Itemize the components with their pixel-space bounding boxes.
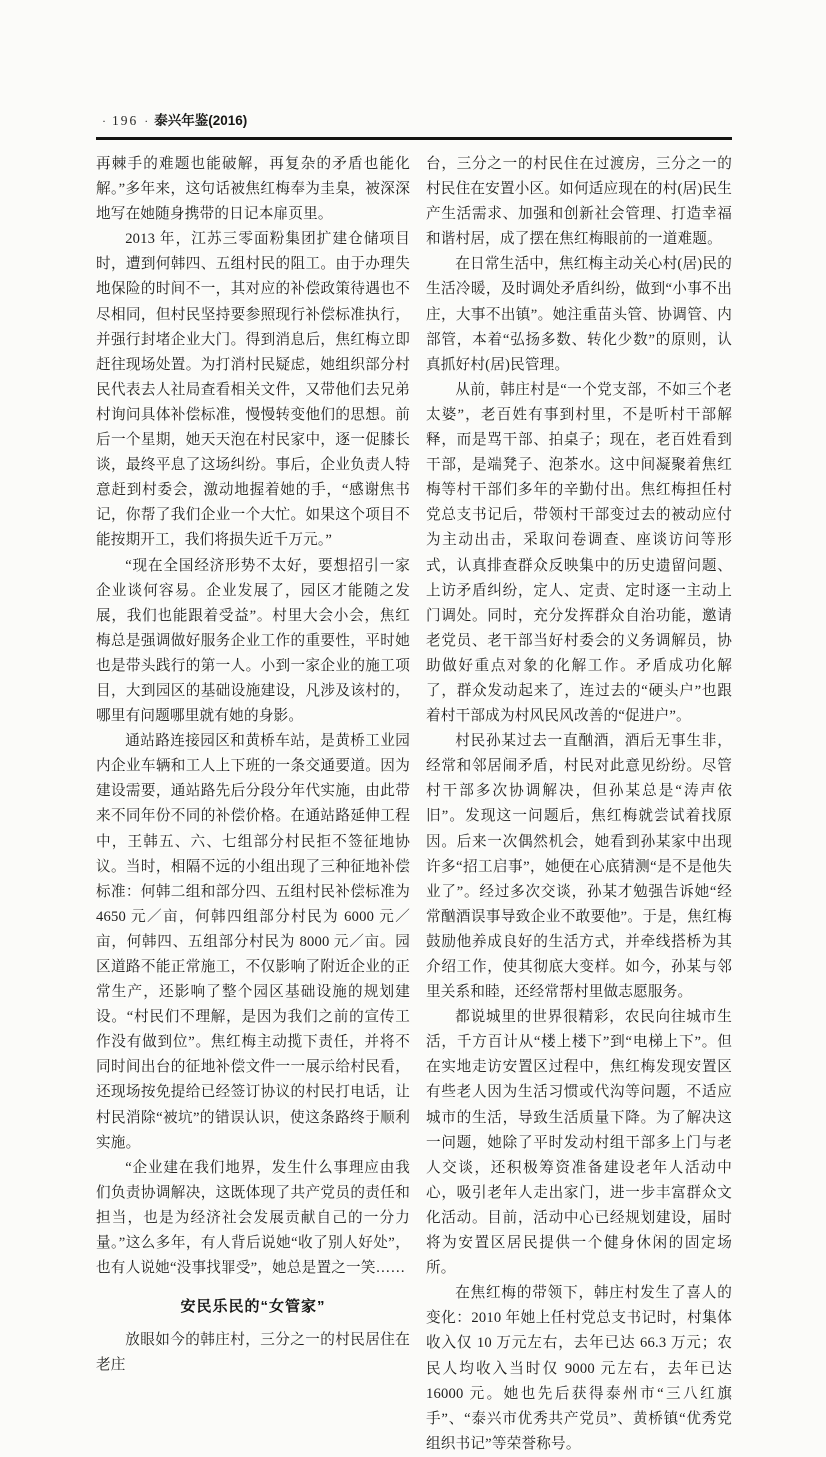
paragraph: 再棘手的难题也能破解，再复杂的矛盾也能化解。”多年来，这句话被焦红梅奉为圭臬，被深深地写在她随身携带的日记本扉页里。	[96, 156, 410, 223]
page-content	[96, 112, 732, 1457]
header-right-dot: ·	[144, 114, 149, 128]
paragraph: 都说城里的世界很精彩，农民向往城市生活，千方百计从“楼上楼下”到“电梯上下”。但在实地走访安置区过程中，焦红梅发现安置区有些老人因为生活习惯或代沟等问题，不适应城市的生活，导致生活质量下降。为了解决这一问题，她除了平时发动村组干部多上门与老人交谈，还积极筹资准备建设老年人活动中心，吸引老年人走出家门，进一步丰富群众文化活动。目前，活动中心已经规划建设，届时将为安置区居民提供一个健身休闲的固定场所。	[426, 1009, 732, 1277]
paragraph: “现在全国经济形势不太好，要想招引一家企业谈何容易。企业发展了，园区才能随之发展，我们也能跟着受益”。村里大会小会，焦红梅总是强调做好服务企业工作的重要性，平时她也是带头践行的第一人。小到一家企业的施工项目，大到园区的基础设施建设，凡涉及该村的，哪里有问题哪里就有她的身影。	[96, 557, 410, 725]
paragraph: 在日常生活中，焦红梅主动关心村(居)民的生活冷暖，及时调处矛盾纠纷，做到“小事不出庄，大事不出镇”。她注重苗头管、协调管、内部管，本着“弘扬多数、转化少数”的原则，认真抓好村(居)民管理。	[426, 256, 732, 373]
paragraph: 台，三分之一的村民住在过渡房，三分之一的村民住在安置小区。如何适应现在的村(居)民生产生活需求、加强和创新社会管理、打造幸福和谐村居，成了摆在焦红梅眼前的一道难题。	[426, 156, 732, 248]
page-number: 196	[112, 113, 139, 128]
book-title: 泰兴年鉴(2016)	[154, 113, 248, 128]
two-column-body	[96, 152, 732, 1457]
paragraph: 在焦红梅的带领下，韩庄村发生了喜人的变化：2010 年她上任村党总支书记时，村集体收入仅 10 万元左右，去年已达 66.3 万元；农民人均收入当时仅 9000 元左右，去年已达 16000 元。她也先后获得泰州市“三八红旗手”、“泰兴市优秀共产党员”、黄桥镇“优秀党组织书记”等荣誉称号。	[426, 1285, 732, 1452]
paragraph: 2013 年，江苏三零面粉集团扩建仓储项目时，遭到何韩四、五组村民的阻工。由于办理失地保险的时间不一，其对应的补偿政策待遇也不尽相同，但村民坚持要参照现行补偿标准执行，并强行封堵企业大门。得到消息后，焦红梅立即赶往现场处置。为打消村民疑虑，她组织部分村民代表去人社局查看相关文件，又带他们去兄弟村询问具体补偿标准，慢慢转变他们的思想。前后一个星期，她天天泡在村民家中，逐一促膝长谈，最终平息了这场纠纷。事后，企业负责人特意赶到村委会，激动地握着她的手，“感谢焦书记，你帮了我们企业一个大忙。如果这个项目不能按期开工，我们将损失近千万元。”	[96, 231, 410, 549]
running-header	[96, 112, 732, 130]
section-heading: 安民乐民的“女管家”	[180, 1298, 326, 1316]
right-column	[426, 152, 732, 1457]
header-divider	[96, 137, 732, 140]
paragraph: 放眼如今的韩庄村，三分之一的村民居住在老庄	[96, 1332, 410, 1374]
paragraph: “企业建在我们地界，发生什么事理应由我们负责协调解决，这既体现了共产党员的责任和担当，也是为经济社会发展贡献自己的一分力量。”这么多年，有人背后说她“收了别人好处”，也有人说她“没事找罪受”，她总是置之一笑……	[96, 1159, 410, 1277]
paragraph: 村民孙某过去一直酗酒，酒后无事生非，经常和邻居闹矛盾，村民对此意见纷纷。尽管村干部多次协调解决，但孙某总是“涛声依旧”。发现这一问题后，焦红梅就尝试着找原因。后来一次偶然机会，她看到孙某家中出现许多“招工启事”，她便在心底猜测“是不是他失业了”。经过多次交谈，孙某才勉强告诉她“经常酗酒误事导致企业不敢要他”。于是，焦红梅鼓励他养成良好的生活方式，并牵线搭桥为其介绍工作，使其彻底大变样。如今，孙某与邻里关系和睦，还经常帮村里做志愿服务。	[426, 733, 732, 1001]
header-left-dot: ·	[102, 114, 106, 128]
paragraph: 通站路连接园区和黄桥车站，是黄桥工业园内企业车辆和工人上下班的一条交通要道。因为建设需要，通站路先后分段分年代实施，由此带来不同年份不同的补偿价格。在通站路延伸工程中，王韩五、六、七组部分村民拒不签征地协议。当时，相隔不远的小组出现了三种征地补偿标准：何韩二组和部分四、五组村民补偿标准为 4650 元／亩，何韩四组部分村民为 6000 元／亩，何韩四、五组部分村民为 8000 元／亩。园区道路不能正常施工，不仅影响了附近企业的正常生产，还影响了整个园区基础设施的规划建设。“村民们不理解，是因为我们之前的宣传工作没有做到位”。焦红梅主动揽下责任，并将不同时间出台的征地补偿文件一一展示给村民看，还现场按免提给已经签订协议的村民打电话，让村民消除“被坑”的错误认识，使这条路终于顺利实施。	[96, 733, 410, 1151]
paragraph: 从前，韩庄村是“一个党支部，不如三个老太婆”，老百姓有事到村里，不是听村干部解释，而是骂干部、拍桌子；现在，老百姓看到干部，是端凳子、泡茶水。这中间凝聚着焦红梅等村干部们多年的辛勤付出。焦红梅担任村党总支书记后，带领村干部变过去的被动应付为主动出击，采取问卷调查、座谈访问等形式，认真排查群众反映集中的历史遗留问题、上访矛盾纠纷，定人、定责、定时逐一主动上门调处。同时，充分发挥群众自治功能，邀请老党员、老干部当好村委会的义务调解员，协助做好重点对象的化解工作。矛盾成功化解了，群众发动起来了，连过去的“硬头户”也跟着村干部成为村风民风改善的“促进户”。	[426, 381, 732, 725]
left-column	[96, 152, 410, 1457]
